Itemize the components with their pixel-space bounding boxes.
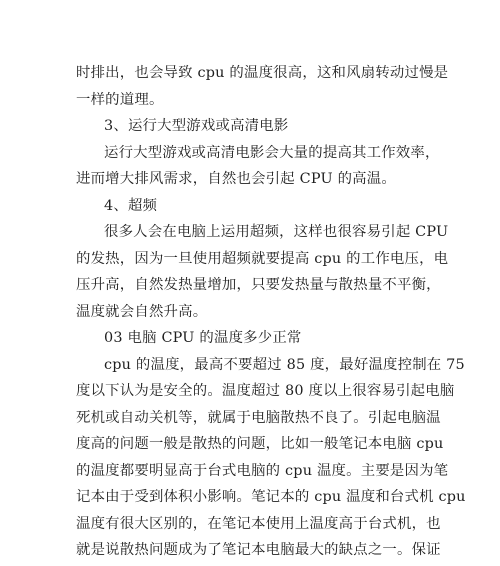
section-heading-03: 03 电脑 CPU 的温度多少正常 <box>104 330 302 346</box>
text-line-18: 温度有很大区别的，在笔记本使用上温度高于台式机，也 <box>76 516 441 532</box>
text-line-17: 记本由于受到体积小影响。笔记本的 cpu 温度和台式机 cpu <box>76 489 466 505</box>
text-line-10: 温度就会自然升高。 <box>76 304 208 320</box>
text-line-8: 的发热，因为一旦使用超频就要提高 cpu 的工作电压，电 <box>76 251 449 267</box>
text-line-12: cpu 的温度，最高不要超过 85 度，最好温度控制在 75 <box>104 357 465 373</box>
text-line-14: 死机或自动关机等，就属于电脑散热不良了。引起电脑温 <box>76 410 441 426</box>
text-line-9: 压升高，自然发热量增加，只要发热量与散热量不平衡， <box>76 277 441 293</box>
text-line-15: 度高的问题一般是散热的问题，比如一般笔记本电脑 cpu <box>76 436 444 452</box>
section-heading-4: 4、超频 <box>104 198 158 214</box>
text-line-1: 时排出，也会导致 cpu 的温度很高，这和风扇转动过慢是 <box>76 65 449 81</box>
text-line-2: 一样的道理。 <box>76 92 164 108</box>
text-line-7: 很多人会在电脑上运用超频，这样也很容易引起 CPU <box>104 224 449 240</box>
text-line-4: 运行大型游戏或高清电影会大量的提高其工作效率， <box>104 145 440 161</box>
text-line-16: 的温度都要明显高于台式电脑的 cpu 温度。主要是因为笔 <box>76 463 449 479</box>
section-heading-3: 3、运行大型游戏或高清电影 <box>104 118 289 134</box>
text-line-19: 就是说散热问题成为了笔记本电脑最大的缺点之一。保证 <box>76 542 441 558</box>
text-line-5: 进而增大排风需求，自然也会引起 CPU 的高温。 <box>76 171 396 187</box>
text-line-13: 度以下认为是安全的。温度超过 80 度以上很容易引起电脑 <box>76 383 455 399</box>
